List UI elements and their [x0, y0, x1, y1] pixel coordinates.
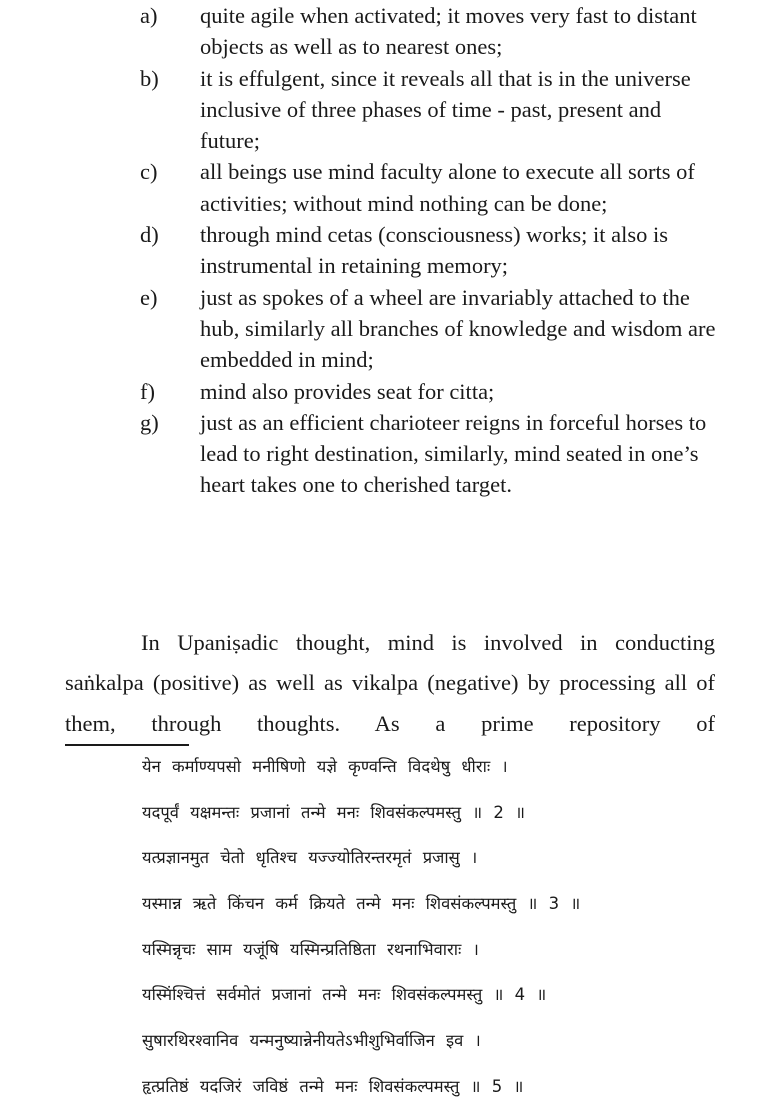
list-text: quite agile when activated; it moves very fast to distant objects as well as to nearest ones; [200, 3, 697, 60]
list-text: just as spokes of a wheel are invariably attached to the hub, similarly all branches of knowledge and wisdom are embedded in mind; [200, 284, 716, 373]
list-text: mind also provides seat for citta; [200, 378, 495, 404]
footnote-rule [65, 744, 189, 746]
list-text: it is effulgent, since it reveals all that is in the universe inclusive of three phases of time - past, present and future; [200, 65, 691, 154]
list-label: a) [140, 3, 158, 28]
list-item [140, 63, 720, 157]
enumerated-list [140, 0, 720, 501]
list-item [140, 282, 720, 376]
footnote-verses [142, 752, 580, 1118]
verse-line: हृत्प्रतिष्ठं यदजिरं जविष्ठं तन्मे मनः शिवसंकल्पमस्तु ॥ 5 ॥ [142, 1076, 524, 1096]
list-label: e) [140, 284, 158, 310]
list-text: all beings use mind faculty alone to execute all sorts of activities; without mind nothing can be done; [200, 159, 695, 216]
verse-line: यस्मान्न ऋते किंचन कर्म क्रियते तन्मे मनः शिवसंकल्पमस्तु ॥ 3 ॥ [142, 894, 581, 914]
verse-line: येन कर्माण्यपसो मनीषिणो यज्ञे कृण्वन्ति विदथेषु धीराः । [142, 757, 508, 776]
list-item [140, 0, 720, 63]
verse-line: सुषारथिरश्वानिव यन्मनुष्यान्नेनीयतेऽभीशुभिर्वाजिन इव । [142, 1031, 481, 1051]
verse-line: यस्मिंश्चित्तं सर्वमोतं प्रजानां तन्मे मनः शिवसंकल्पमस्तु ॥ 4 ॥ [142, 985, 547, 1005]
list-label: d) [140, 222, 159, 248]
list-text: just as an efficient charioteer reigns in forceful horses to lead to right destination, similarly, mind seated in one’s heart takes one to cherished target. [200, 409, 707, 498]
list-text: through mind cetas (consciousness) works; it also is instrumental in retaining memory; [200, 222, 669, 279]
body-paragraph: In Upaniṣadic thought, mind is involved in conducting saṅkalpa (positive) as well as vikalpa (negative) by processing all of them, through thoughts. As a prime repository of [65, 629, 715, 736]
list-label: f) [140, 378, 155, 404]
list-label: b) [140, 65, 159, 91]
list-item [140, 156, 720, 219]
verse-line: यत्प्रज्ञानमुत चेतो धृतिश्च यज्ज्योतिरन्तरमृतं प्रजासु । [142, 848, 478, 868]
verse-line: यस्मिन्नृचः साम यजूंषि यस्मिन्प्रतिष्ठिता रथनाभिवाराः । [142, 939, 479, 959]
verse-line: यदपूर्वं यक्षमन्तः प्रजानां तन्मे मनः शिवसंकल्पमस्तु ॥ 2 ॥ [142, 802, 526, 822]
list-item [140, 407, 720, 501]
list-label: g) [140, 409, 159, 435]
list-label: c) [140, 159, 158, 185]
list-item [140, 376, 720, 407]
list-item [140, 219, 720, 282]
